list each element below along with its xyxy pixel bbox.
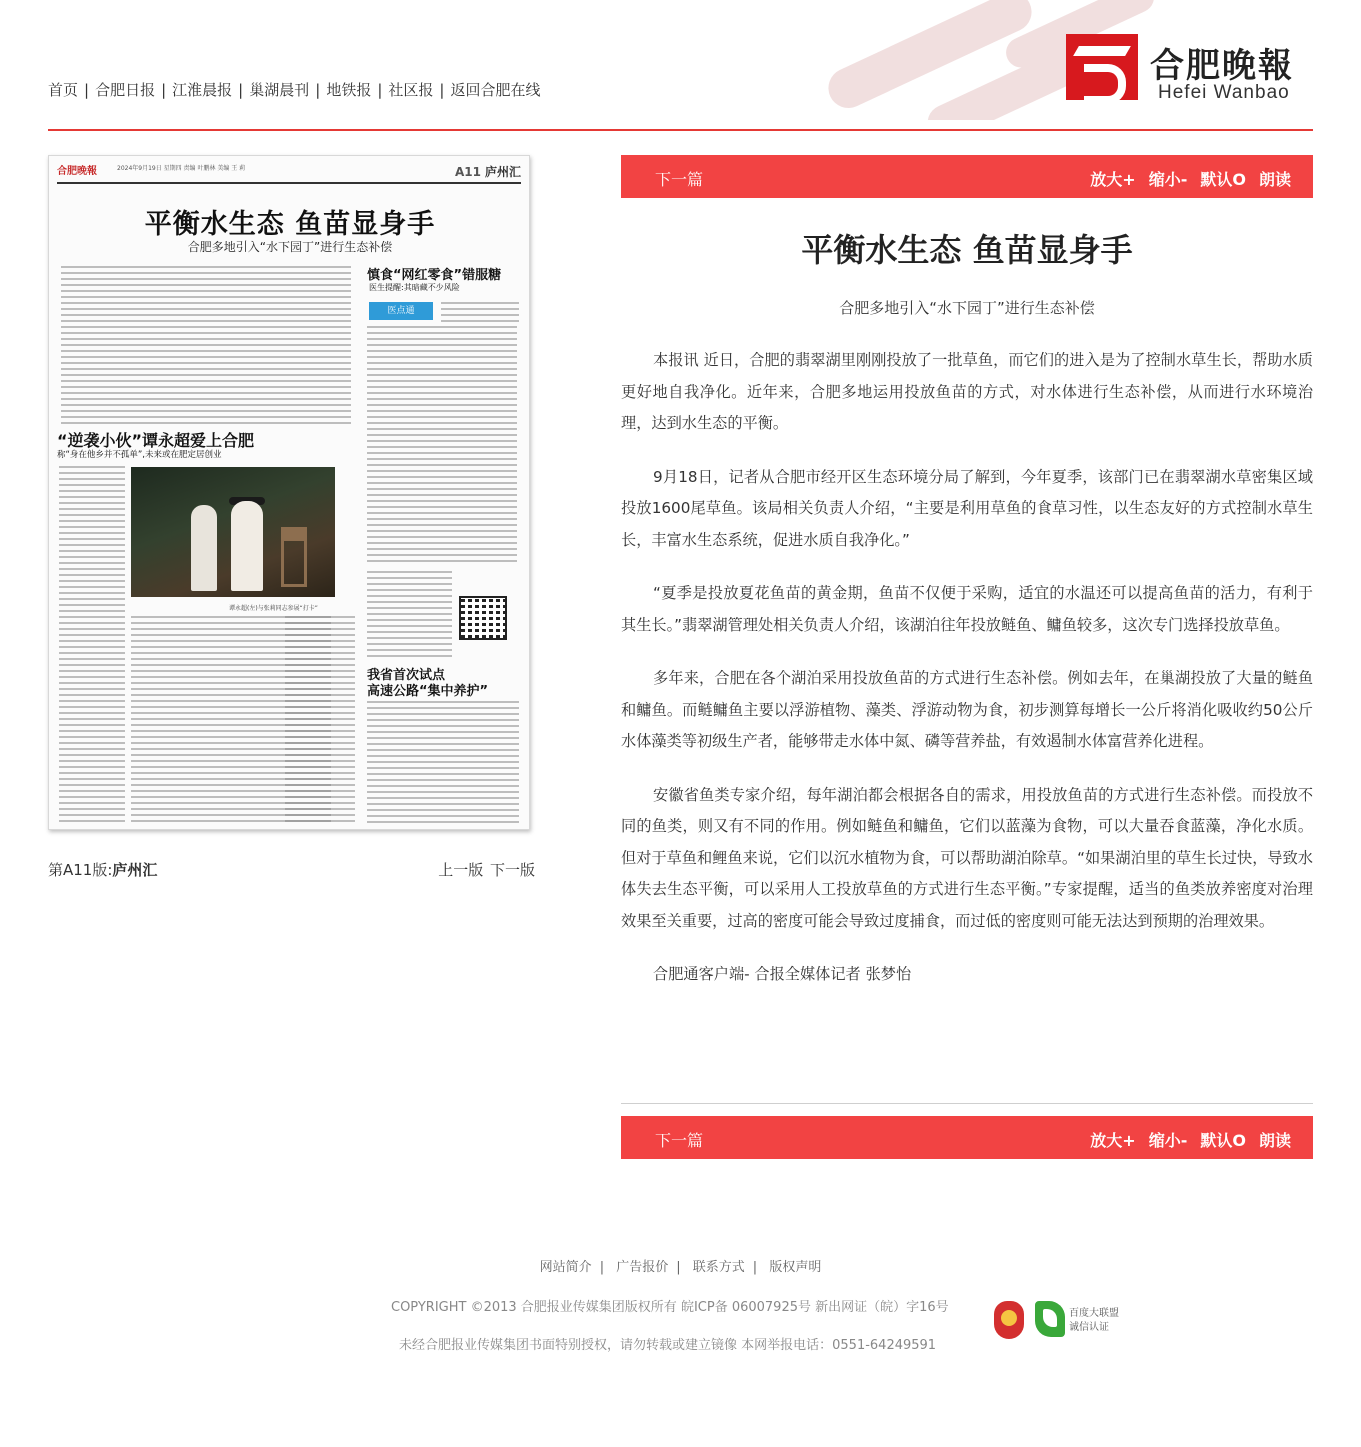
health-column-icon: 医点通: [369, 302, 433, 320]
header-divider: [48, 129, 1313, 131]
paper-text-block: [367, 571, 452, 661]
paper-photo-caption: 谭永超(左)与张莉同志参展“打卡”: [229, 605, 318, 612]
newspaper-page-image[interactable]: [48, 155, 530, 830]
footer-links: 网站简介 | 广告报价 | 联系方式 | 版权声明: [539, 1260, 822, 1275]
baidu-alliance-label: 百度大联盟 诚信认证: [1069, 1308, 1119, 1333]
next-article-link[interactable]: 下一篇: [655, 1131, 704, 1150]
nav-back-hefei-online[interactable]: 返回合肥在线: [450, 81, 541, 99]
article-title: 平衡水生态 鱼苗显身手: [801, 231, 1133, 269]
top-nav: [48, 79, 540, 100]
next-page-link[interactable]: 下一版: [489, 861, 535, 879]
footer-copyright: COPYRIGHT ©2013 合肥报业传媒集团版权所有 皖ICP备 06007925号 新出网证（皖）字16号: [391, 1300, 949, 1315]
article-subtitle: 合肥多地引入“水下园丁”进行生态补偿: [839, 299, 1095, 317]
page-nav: [436, 859, 535, 880]
article-paragraph: 安徽省鱼类专家介绍，每年湖泊都会根据各自的需求，用投放鱼苗的方式进行生态补偿。而投放不同的鱼类，则又有不同的作用。例如鲢鱼和鳙鱼，它们以蓝藻为食物，可以大量吞食蓝藻，净化水质。但对于草鱼和鲤鱼来说，它们以沉水植物为食，可以帮助湖泊除草。“如果湖泊里的草生长过快，导致水体失去生态平衡，可以采用人工投放草鱼的方式进行生态平衡。”专家提醒，适当的鱼类放养密度对治理效果至关重要，过高的密度可能会导致过度捕食，而过低的密度则可能无法达到预期的治理效果。: [621, 785, 1313, 930]
paper-text-block: [59, 466, 125, 826]
article-end-divider: [621, 1103, 1313, 1104]
zoom-out-button[interactable]: 缩小-: [1148, 170, 1188, 189]
zoom-in-button[interactable]: 放大+: [1090, 1131, 1136, 1150]
paper-story-subheadline: 医生提醒:其暗藏不少风险: [369, 283, 460, 292]
paper-story-headline[interactable]: 我省首次试点: [367, 668, 446, 683]
nav-metro-paper[interactable]: 地铁报: [326, 81, 372, 99]
logo-chinese-text: 合肥晚報: [1150, 46, 1294, 86]
nav-separator: |: [377, 80, 383, 99]
paper-page-label: A11: [454, 165, 481, 179]
footer-link-ad-rates[interactable]: 广告报价: [616, 1260, 669, 1275]
default-size-button[interactable]: 默认O: [1200, 170, 1246, 189]
nav-separator: |: [84, 80, 90, 99]
paper-story-headline-line2[interactable]: 高速公路“集中养护”: [367, 684, 489, 699]
paper-story-subheadline: 称“身在他乡并不孤单”,未来或在肥定居创业: [57, 450, 222, 460]
paper-photo: [131, 467, 335, 597]
paper-masthead-info: 2024年9月19日 星期四 责编 叶鹏林 美编 王 莉: [117, 165, 246, 172]
paper-text-block: [61, 266, 351, 424]
prev-page-link[interactable]: 上一版: [438, 861, 484, 879]
baidu-alliance-icon[interactable]: [1035, 1301, 1065, 1337]
default-size-button[interactable]: 默认O: [1200, 1131, 1246, 1150]
footer-link-copyright[interactable]: 版权声明: [769, 1260, 822, 1275]
read-aloud-button[interactable]: 朗读: [1258, 1131, 1291, 1150]
paper-section-name: 庐州汇: [484, 165, 521, 179]
qr-code-icon: [459, 596, 507, 640]
paper-text-block: [367, 326, 517, 564]
nav-chaohu-morning[interactable]: 巢湖晨刊: [249, 81, 310, 99]
next-article-link[interactable]: 下一篇: [655, 170, 704, 189]
police-badge-icon[interactable]: [994, 1301, 1024, 1339]
nav-home[interactable]: 首页: [48, 81, 79, 99]
paper-masthead: [57, 162, 521, 184]
article-body: [621, 345, 1313, 1013]
footer-notice: 未经合肥报业传媒集团书面特别授权，请勿转载或建立镜像 本网举报电话：0551-64249591: [399, 1338, 937, 1353]
site-logo[interactable]: [1066, 30, 1316, 102]
page-section-name: 庐州汇: [112, 861, 158, 879]
zoom-out-button[interactable]: 缩小-: [1148, 1131, 1188, 1150]
logo-english-text: Hefei Wanbao: [1158, 82, 1290, 103]
nav-separator: |: [161, 80, 167, 99]
nav-separator: |: [315, 80, 321, 99]
nav-separator: |: [439, 80, 445, 99]
footer-link-contact[interactable]: 联系方式: [692, 1260, 745, 1275]
nav-jianghuai-morning[interactable]: 江淮晨报: [172, 81, 233, 99]
article-paragraph: 9月18日，记者从合肥市经开区生态环境分局了解到，今年夏季，该部门已在翡翠湖水草密集区域投放1600尾草鱼。该局相关负责人介绍，“主要是利用草鱼的食草习性，以生态友好的方式控制水草生长，丰富水生态系统，促进水质自我净化。”: [621, 467, 1313, 549]
paper-headline[interactable]: 平衡水生态 鱼苗显身手: [144, 209, 436, 240]
article-paragraph: 本报讯 近日，合肥的翡翠湖里刚刚投放了一批草鱼，而它们的进入是为了控制水草生长，帮助水质更好地自我净化。近年来，合肥多地运用投放鱼苗的方式，对水体进行生态补偿，从而进行水环境治理，达到水生态的平衡。: [621, 351, 1313, 432]
nav-community-paper[interactable]: 社区报: [388, 81, 434, 99]
logo-mark-icon: [1066, 34, 1138, 100]
article-toolbar-bottom: [621, 1116, 1313, 1159]
paper-text-block: [367, 701, 519, 826]
site-header: [0, 0, 1361, 132]
paper-masthead-logo: 合肥晚報: [57, 166, 97, 177]
reading-tools: [1090, 167, 1291, 190]
article-paragraph: “夏季是投放夏花鱼苗的黄金期，鱼苗不仅便于采购，适宜的水温还可以提高鱼苗的活力，有利于其生长。”翡翠湖管理处相关负责人介绍，该湖泊往年投放鲢鱼、鳙鱼较多，这次专门选择投放草鱼。: [621, 584, 1313, 634]
paper-story-headline[interactable]: “逆袭小伙”谭永超爱上合肥: [57, 431, 255, 450]
paper-page-number: [455, 163, 521, 180]
page-edition-label: 第A11版:庐州汇: [48, 861, 158, 879]
zoom-in-button[interactable]: 放大+: [1090, 170, 1136, 189]
read-aloud-button[interactable]: 朗读: [1258, 170, 1291, 189]
paper-subheadline: 合肥多地引入“水下园丁”进行生态补偿: [187, 240, 393, 254]
article-toolbar-top: [621, 155, 1313, 198]
paper-text-block: [285, 616, 355, 826]
paper-text-block: [441, 302, 519, 322]
article-paragraph: 多年来，合肥在各个湖泊采用投放鱼苗的方式进行生态补偿。例如去年，在巢湖投放了大量的鲢鱼和鳙鱼。而鲢鳙鱼主要以浮游植物、藻类、浮游动物为食，初步测算每增长一公斤将消化吸收约50公斤水体藻类等初级生产者，能够带走水体中氮、磷等营养盐，有效遏制水体富营养化进程。: [621, 669, 1313, 750]
nav-hefei-daily[interactable]: 合肥日报: [95, 81, 156, 99]
paper-story-headline[interactable]: 慎食“网红零食”错服糖: [367, 268, 502, 283]
article-byline: 合肥通客户端- 合报全媒体记者 张梦怡: [653, 965, 912, 983]
nav-separator: |: [238, 80, 244, 99]
footer-link-about[interactable]: 网站简介: [539, 1260, 592, 1275]
reading-tools: [1090, 1128, 1291, 1151]
